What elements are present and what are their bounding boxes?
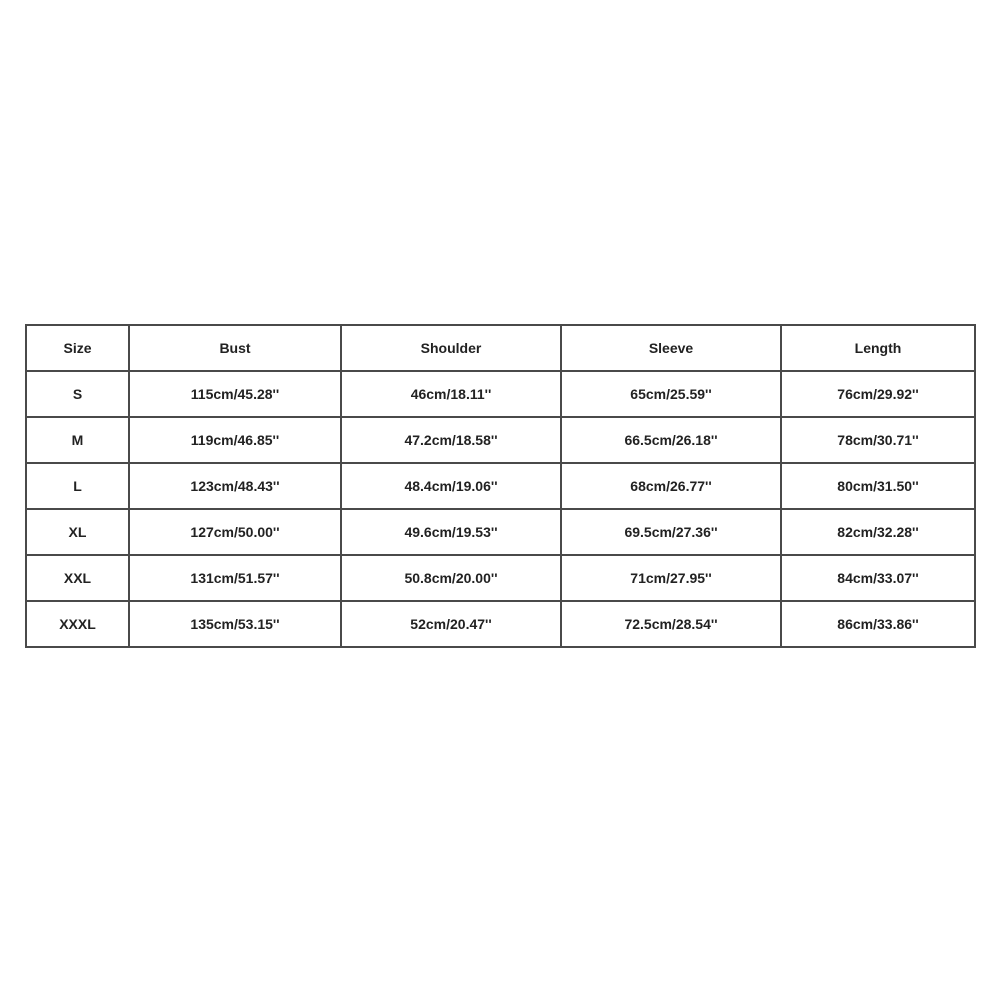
table-row bbox=[26, 555, 975, 601]
cell-bust: 131cm/51.57'' bbox=[129, 555, 341, 601]
cell-size: L bbox=[26, 463, 129, 509]
header-size: Size bbox=[26, 325, 129, 371]
cell-sleeve: 66.5cm/26.18'' bbox=[561, 417, 781, 463]
cell-sleeve: 71cm/27.95'' bbox=[561, 555, 781, 601]
cell-shoulder: 52cm/20.47'' bbox=[341, 601, 561, 647]
cell-shoulder: 50.8cm/20.00'' bbox=[341, 555, 561, 601]
table-row bbox=[26, 417, 975, 463]
cell-size: M bbox=[26, 417, 129, 463]
cell-bust: 135cm/53.15'' bbox=[129, 601, 341, 647]
cell-shoulder: 48.4cm/19.06'' bbox=[341, 463, 561, 509]
table-header-row bbox=[26, 325, 975, 371]
cell-shoulder: 47.2cm/18.58'' bbox=[341, 417, 561, 463]
cell-bust: 115cm/45.28'' bbox=[129, 371, 341, 417]
table-row bbox=[26, 371, 975, 417]
header-bust: Bust bbox=[129, 325, 341, 371]
cell-length: 78cm/30.71'' bbox=[781, 417, 975, 463]
cell-bust: 127cm/50.00'' bbox=[129, 509, 341, 555]
size-chart-table bbox=[25, 324, 976, 648]
cell-sleeve: 65cm/25.59'' bbox=[561, 371, 781, 417]
cell-shoulder: 49.6cm/19.53'' bbox=[341, 509, 561, 555]
table-row bbox=[26, 463, 975, 509]
cell-sleeve: 68cm/26.77'' bbox=[561, 463, 781, 509]
cell-length: 80cm/31.50'' bbox=[781, 463, 975, 509]
table-row bbox=[26, 601, 975, 647]
cell-shoulder: 46cm/18.11'' bbox=[341, 371, 561, 417]
header-shoulder: Shoulder bbox=[341, 325, 561, 371]
cell-size: S bbox=[26, 371, 129, 417]
cell-sleeve: 72.5cm/28.54'' bbox=[561, 601, 781, 647]
header-sleeve: Sleeve bbox=[561, 325, 781, 371]
cell-sleeve: 69.5cm/27.36'' bbox=[561, 509, 781, 555]
cell-bust: 119cm/46.85'' bbox=[129, 417, 341, 463]
cell-length: 86cm/33.86'' bbox=[781, 601, 975, 647]
cell-size: XXXL bbox=[26, 601, 129, 647]
cell-bust: 123cm/48.43'' bbox=[129, 463, 341, 509]
cell-length: 76cm/29.92'' bbox=[781, 371, 975, 417]
cell-size: XL bbox=[26, 509, 129, 555]
header-length: Length bbox=[781, 325, 975, 371]
cell-length: 82cm/32.28'' bbox=[781, 509, 975, 555]
table-row bbox=[26, 509, 975, 555]
cell-length: 84cm/33.07'' bbox=[781, 555, 975, 601]
cell-size: XXL bbox=[26, 555, 129, 601]
